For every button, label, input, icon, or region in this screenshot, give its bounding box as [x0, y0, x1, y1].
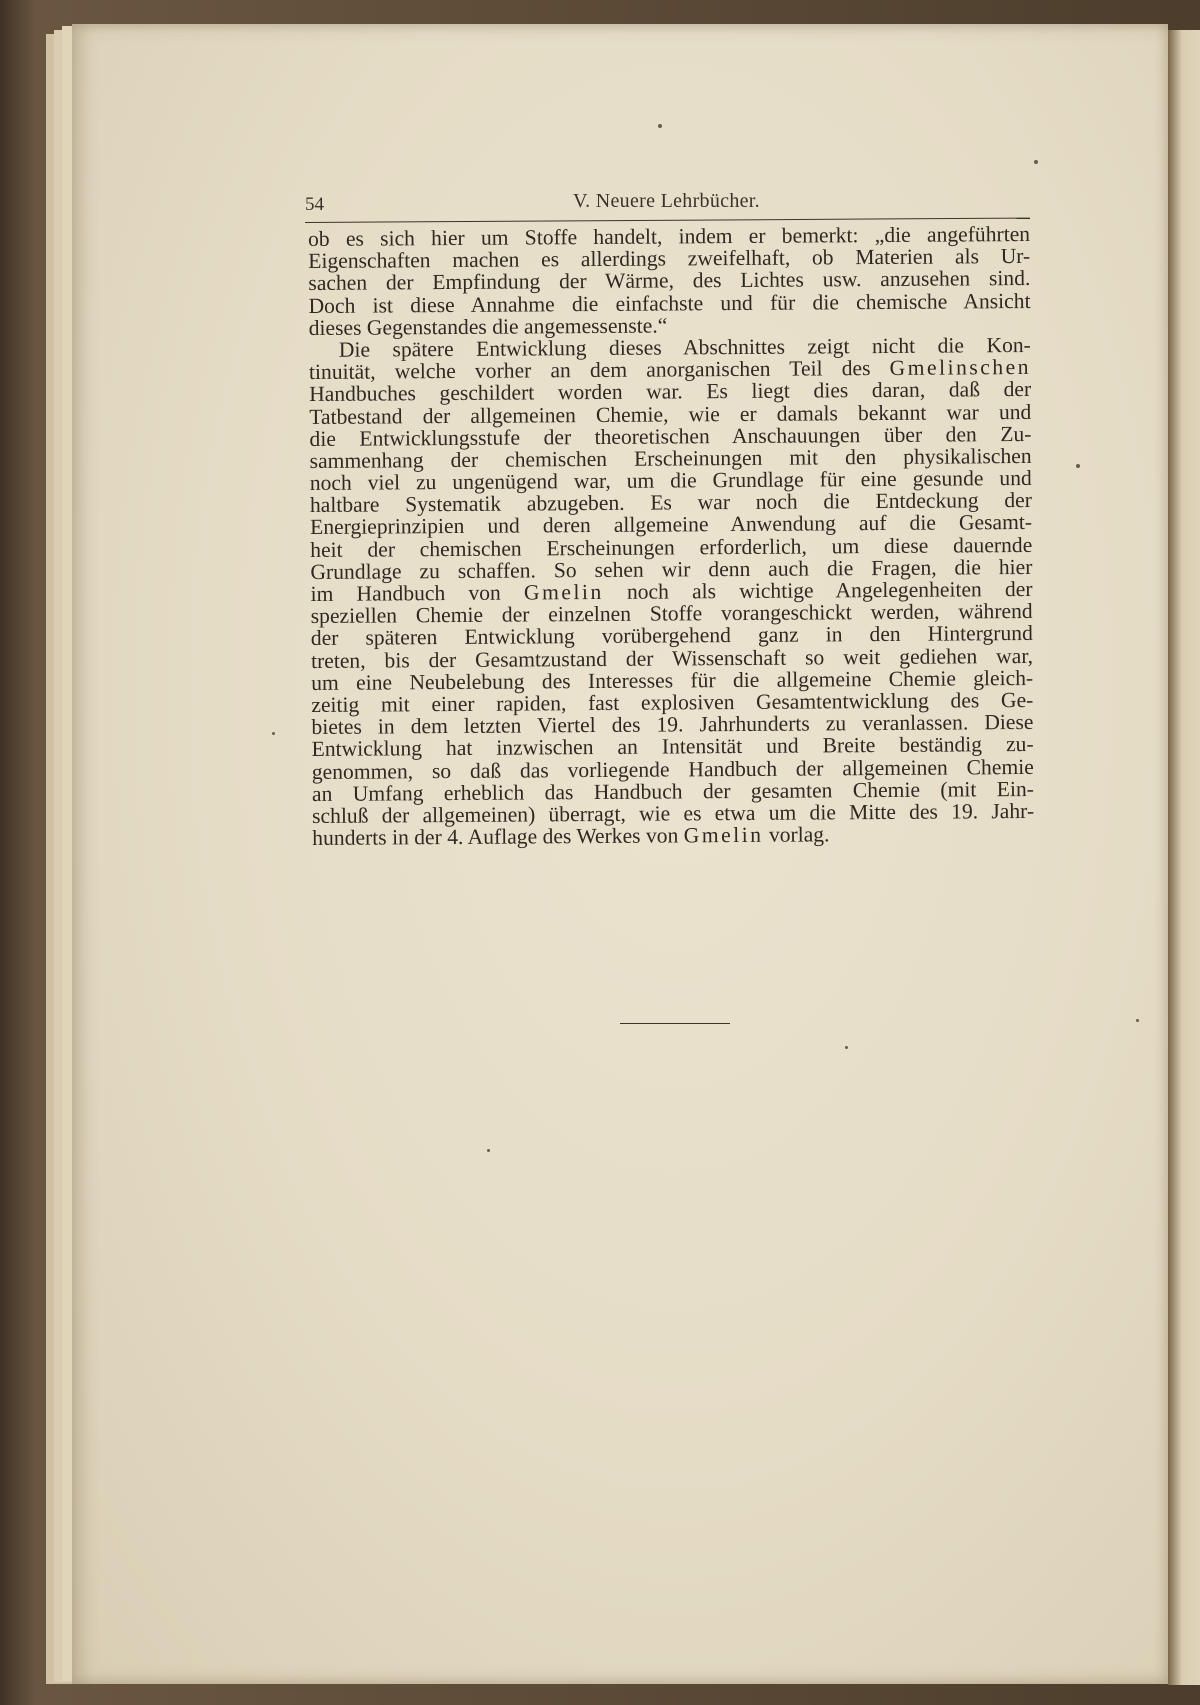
text-line: Doch ist diese Annahme die einfachste und für die chemische Ansicht [308, 288, 1031, 318]
text-line: sachen der Empfindung der Wärme, des Lichtes usw. anzusehen sind. [308, 266, 1031, 296]
paper-speck [658, 124, 662, 128]
paper-speck [845, 1046, 848, 1049]
text-line: ob es sich hier um Stoffe handelt, indem er bemerkt: „die angeführten [307, 221, 1031, 251]
text-segment: vorlag. [763, 822, 830, 847]
text-line: heit der chemischen Erscheinungen erforderlich, um diese dauernde [310, 532, 1033, 562]
paper-speck [1136, 1019, 1139, 1022]
text-line: bietes in dem letzten Viertel des 19. Jahrhunderts zu veranlassen. Diese [311, 710, 1034, 740]
text-line: der späteren Entwicklung vorübergehend ganz in den Hintergrund [310, 621, 1033, 651]
text-line: die Entwicklungsstufe der theoretischen Anschauungen über den Zu- [309, 421, 1032, 451]
next-page-edge [1168, 30, 1200, 1685]
running-head: V. Neuere Lehrbücher. [573, 190, 760, 212]
text-line: Eigenschaften machen es allerdings zweifelhaft, ob Materien als Ur- [308, 244, 1031, 274]
paper-speck [1034, 160, 1038, 164]
text-line: speziellen Chemie der einzelnen Stoffe vorangeschickt werden, während [310, 599, 1033, 629]
emphasized-name: Gmelin [683, 822, 764, 848]
text-line: dieses Gegenstandes die angemessenste.“ [308, 313, 668, 340]
text-line: Grundlage zu schaffen. So sehen wir denn auch die Fragen, die hier [310, 554, 1033, 584]
emphasized-name: Gmelin [523, 579, 604, 605]
emphasized-name: Gmelinschen [889, 355, 1032, 381]
paper-speck [272, 732, 275, 735]
text-line: Entwicklung hat inzwischen an Intensität und Breite beständig zu- [311, 732, 1034, 762]
paper-speck [1076, 464, 1080, 468]
paragraph-start-line: Die spätere Entwicklung dieses Abschnittes zeigt nicht die Kon- [338, 332, 1031, 362]
text-segment: hunderts in der 4. Auflage des Werkes von [312, 823, 684, 851]
text-line: an Umfang erheblich das Handbuch der gesamten Chemie (mit Ein- [311, 776, 1035, 806]
text-line: sammenhang der chemischen Erscheinungen mit den physikalischen [309, 443, 1032, 473]
text-line: Energieprinzipien und deren allgemeine Anwendung auf die Gesamt- [310, 510, 1033, 540]
text-line: Handbuches geschildert worden war. Es liegt dies daran, daß der [309, 377, 1032, 407]
text-segment: noch als wichtige Angelegenheiten der [603, 576, 1033, 604]
text-line: schluß der allgemeinen) überragt, wie es etwa um die Mitte des 19. Jahr- [312, 798, 1035, 828]
text-line: genommen, so daß das vorliegende Handbuch der allgemeinen Chemie [311, 754, 1034, 784]
text-segment: tinuität, welche vorher an dem anorganischen Teil des [308, 356, 890, 385]
text-line: um eine Neubelebung des Interesses für die allgemeine Chemie gleich- [311, 665, 1034, 695]
body-text [308, 223, 1034, 849]
section-end-rule [620, 1023, 730, 1024]
text-line: Tatbestand der allgemeinen Chemie, wie er damals bekannt war und [309, 399, 1032, 429]
text-segment: im Handbuch von [310, 580, 525, 606]
text-line: treten, bis der Gesamtzustand der Wissenschaft so weit gediehen war, [310, 643, 1034, 673]
text-line: zeitig mit einer rapiden, fast explosiven Gesamtentwicklung des Ge- [311, 687, 1034, 717]
page-number: 54 [305, 194, 324, 215]
text-line: haltbare Systematik abzugeben. Es war noch die Entdeckung der [309, 488, 1033, 518]
text-line: noch viel zu ungenügend war, um die Grundlage für eine gesunde und [309, 466, 1032, 496]
page-header [305, 190, 1035, 220]
paper-speck [487, 1149, 490, 1152]
